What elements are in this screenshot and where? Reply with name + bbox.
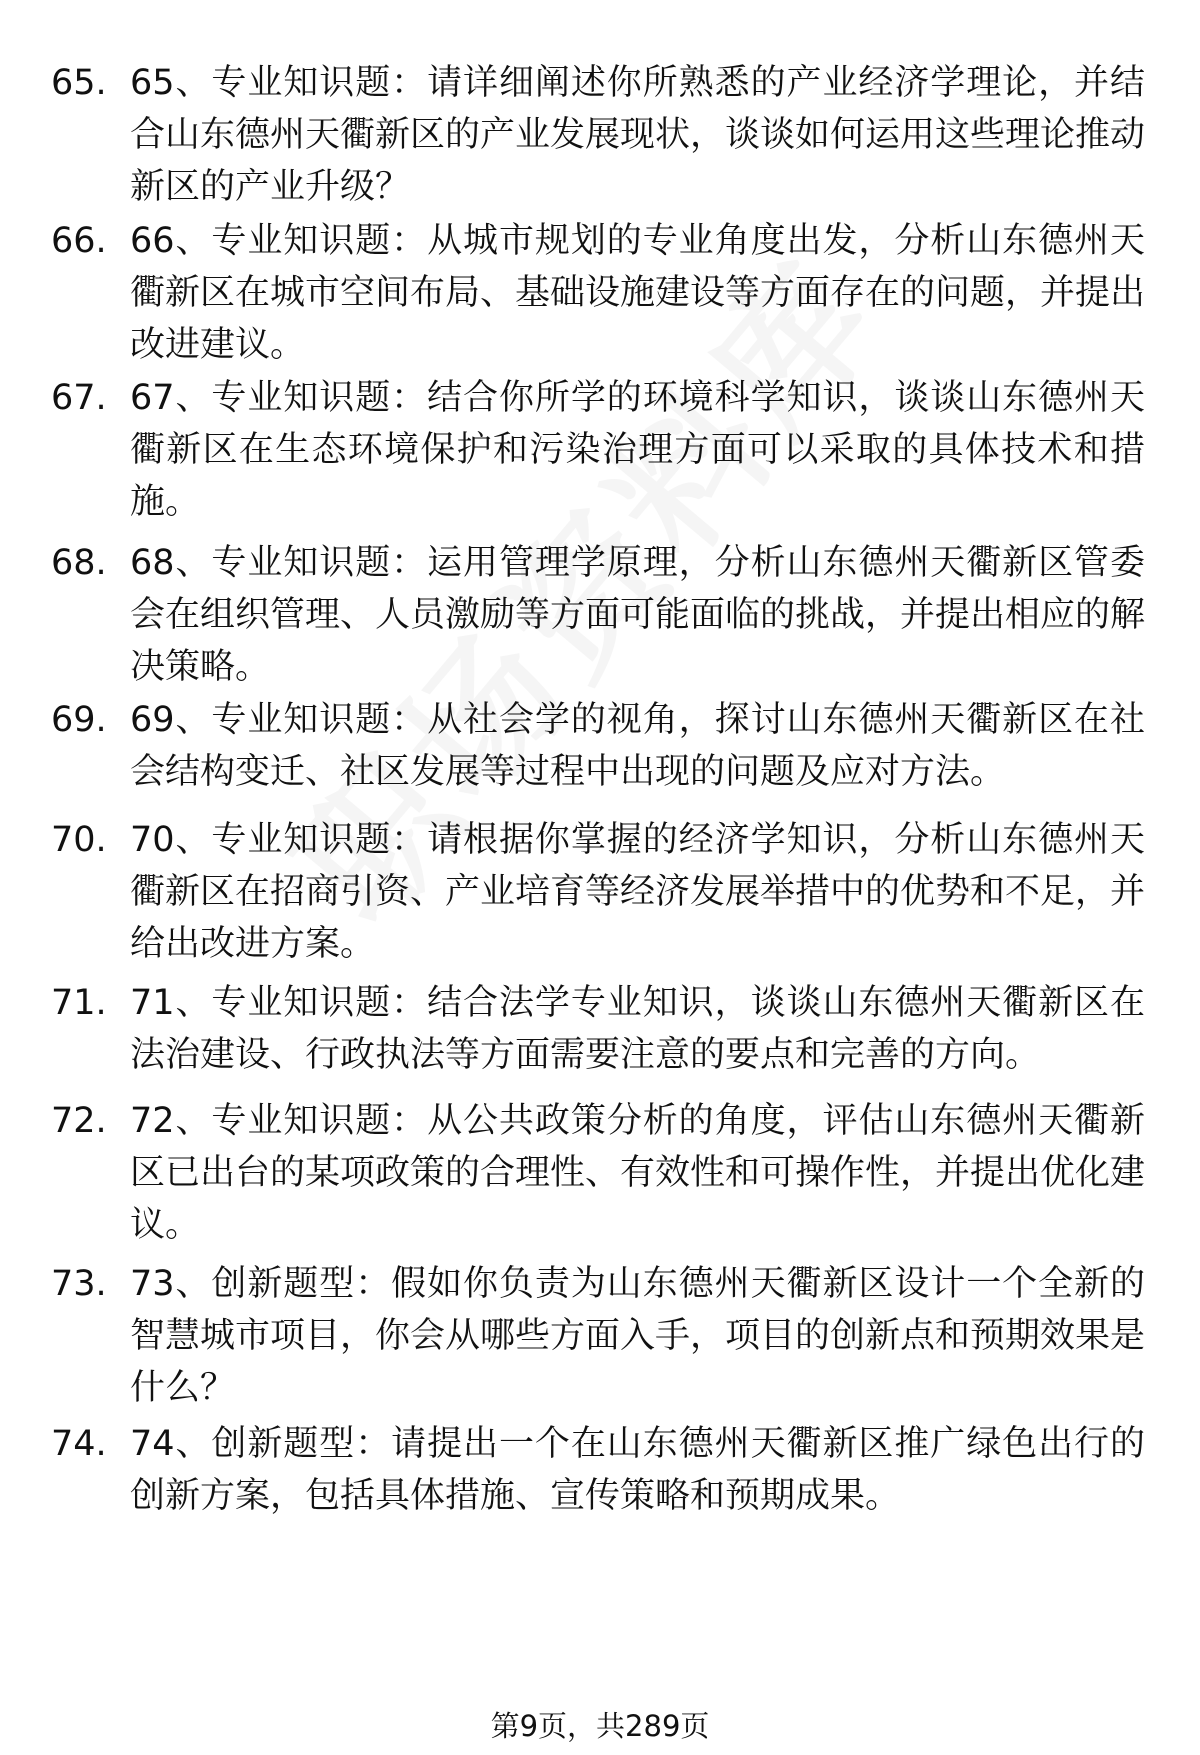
question-text: 67、专业知识题：结合你所学的环境科学知识，谈谈山东德州天衢新区在生态环境保护和污染治理方面可以采取的具体技术和措施。 bbox=[130, 378, 1145, 522]
question-text: 65、专业知识题：请详细阐述你所熟悉的产业经济学理论，并结合山东德州天衢新区的产业发展现状，谈谈如何运用这些理论推动新区的产业升级？ bbox=[130, 63, 1146, 207]
question-text: 72、专业知识题：从公共政策分析的角度，评估山东德州天衢新区已出台的某项政策的合理性、有效性和可操作性，并提出优化建议。 bbox=[130, 1101, 1146, 1245]
page-indicator: 第9页，共289页 bbox=[490, 1709, 710, 1743]
question-number: 73. bbox=[51, 1264, 107, 1304]
question-number: 72. bbox=[51, 1101, 107, 1141]
question-number: 69. bbox=[51, 700, 107, 740]
question-text: 66、专业知识题：从城市规划的专业角度出发，分析山东德州天衢新区在城市空间布局、基础设施建设等方面存在的问题，并提出改进建议。 bbox=[130, 221, 1146, 365]
question-number: 65. bbox=[51, 63, 107, 103]
question-number: 68. bbox=[51, 543, 107, 583]
question-text: 73、创新题型：假如你负责为山东德州天衢新区设计一个全新的智慧城市项目，你会从哪些方面入手，项目的创新点和预期效果是什么？ bbox=[130, 1264, 1146, 1408]
question-number: 70. bbox=[51, 820, 107, 860]
question-text: 71、专业知识题：结合法学专业知识，谈谈山东德州天衢新区在法治建设、行政执法等方面需要注意的要点和完善的方向。 bbox=[130, 983, 1145, 1075]
question-number: 67. bbox=[51, 378, 107, 418]
question-number: 71. bbox=[51, 983, 107, 1023]
question-text: 68、专业知识题：运用管理学原理，分析山东德州天衢新区管委会在组织管理、人员激励等方面可能面临的挑战，并提出相应的解决策略。 bbox=[130, 543, 1146, 687]
question-number: 74. bbox=[51, 1424, 107, 1464]
question-text: 69、专业知识题：从社会学的视角，探讨山东德州天衢新区在社会结构变迁、社区发展等过程中出现的问题及应对方法。 bbox=[130, 700, 1145, 792]
question-number: 66. bbox=[51, 221, 107, 261]
question-text: 70、专业知识题：请根据你掌握的经济学知识，分析山东德州天衢新区在招商引资、产业培育等经济发展举措中的优势和不足，并给出改进方案。 bbox=[130, 820, 1146, 964]
question-text: 74、创新题型：请提出一个在山东德州天衢新区推广绿色出行的创新方案，包括具体措施、宣传策略和预期成果。 bbox=[130, 1424, 1145, 1516]
